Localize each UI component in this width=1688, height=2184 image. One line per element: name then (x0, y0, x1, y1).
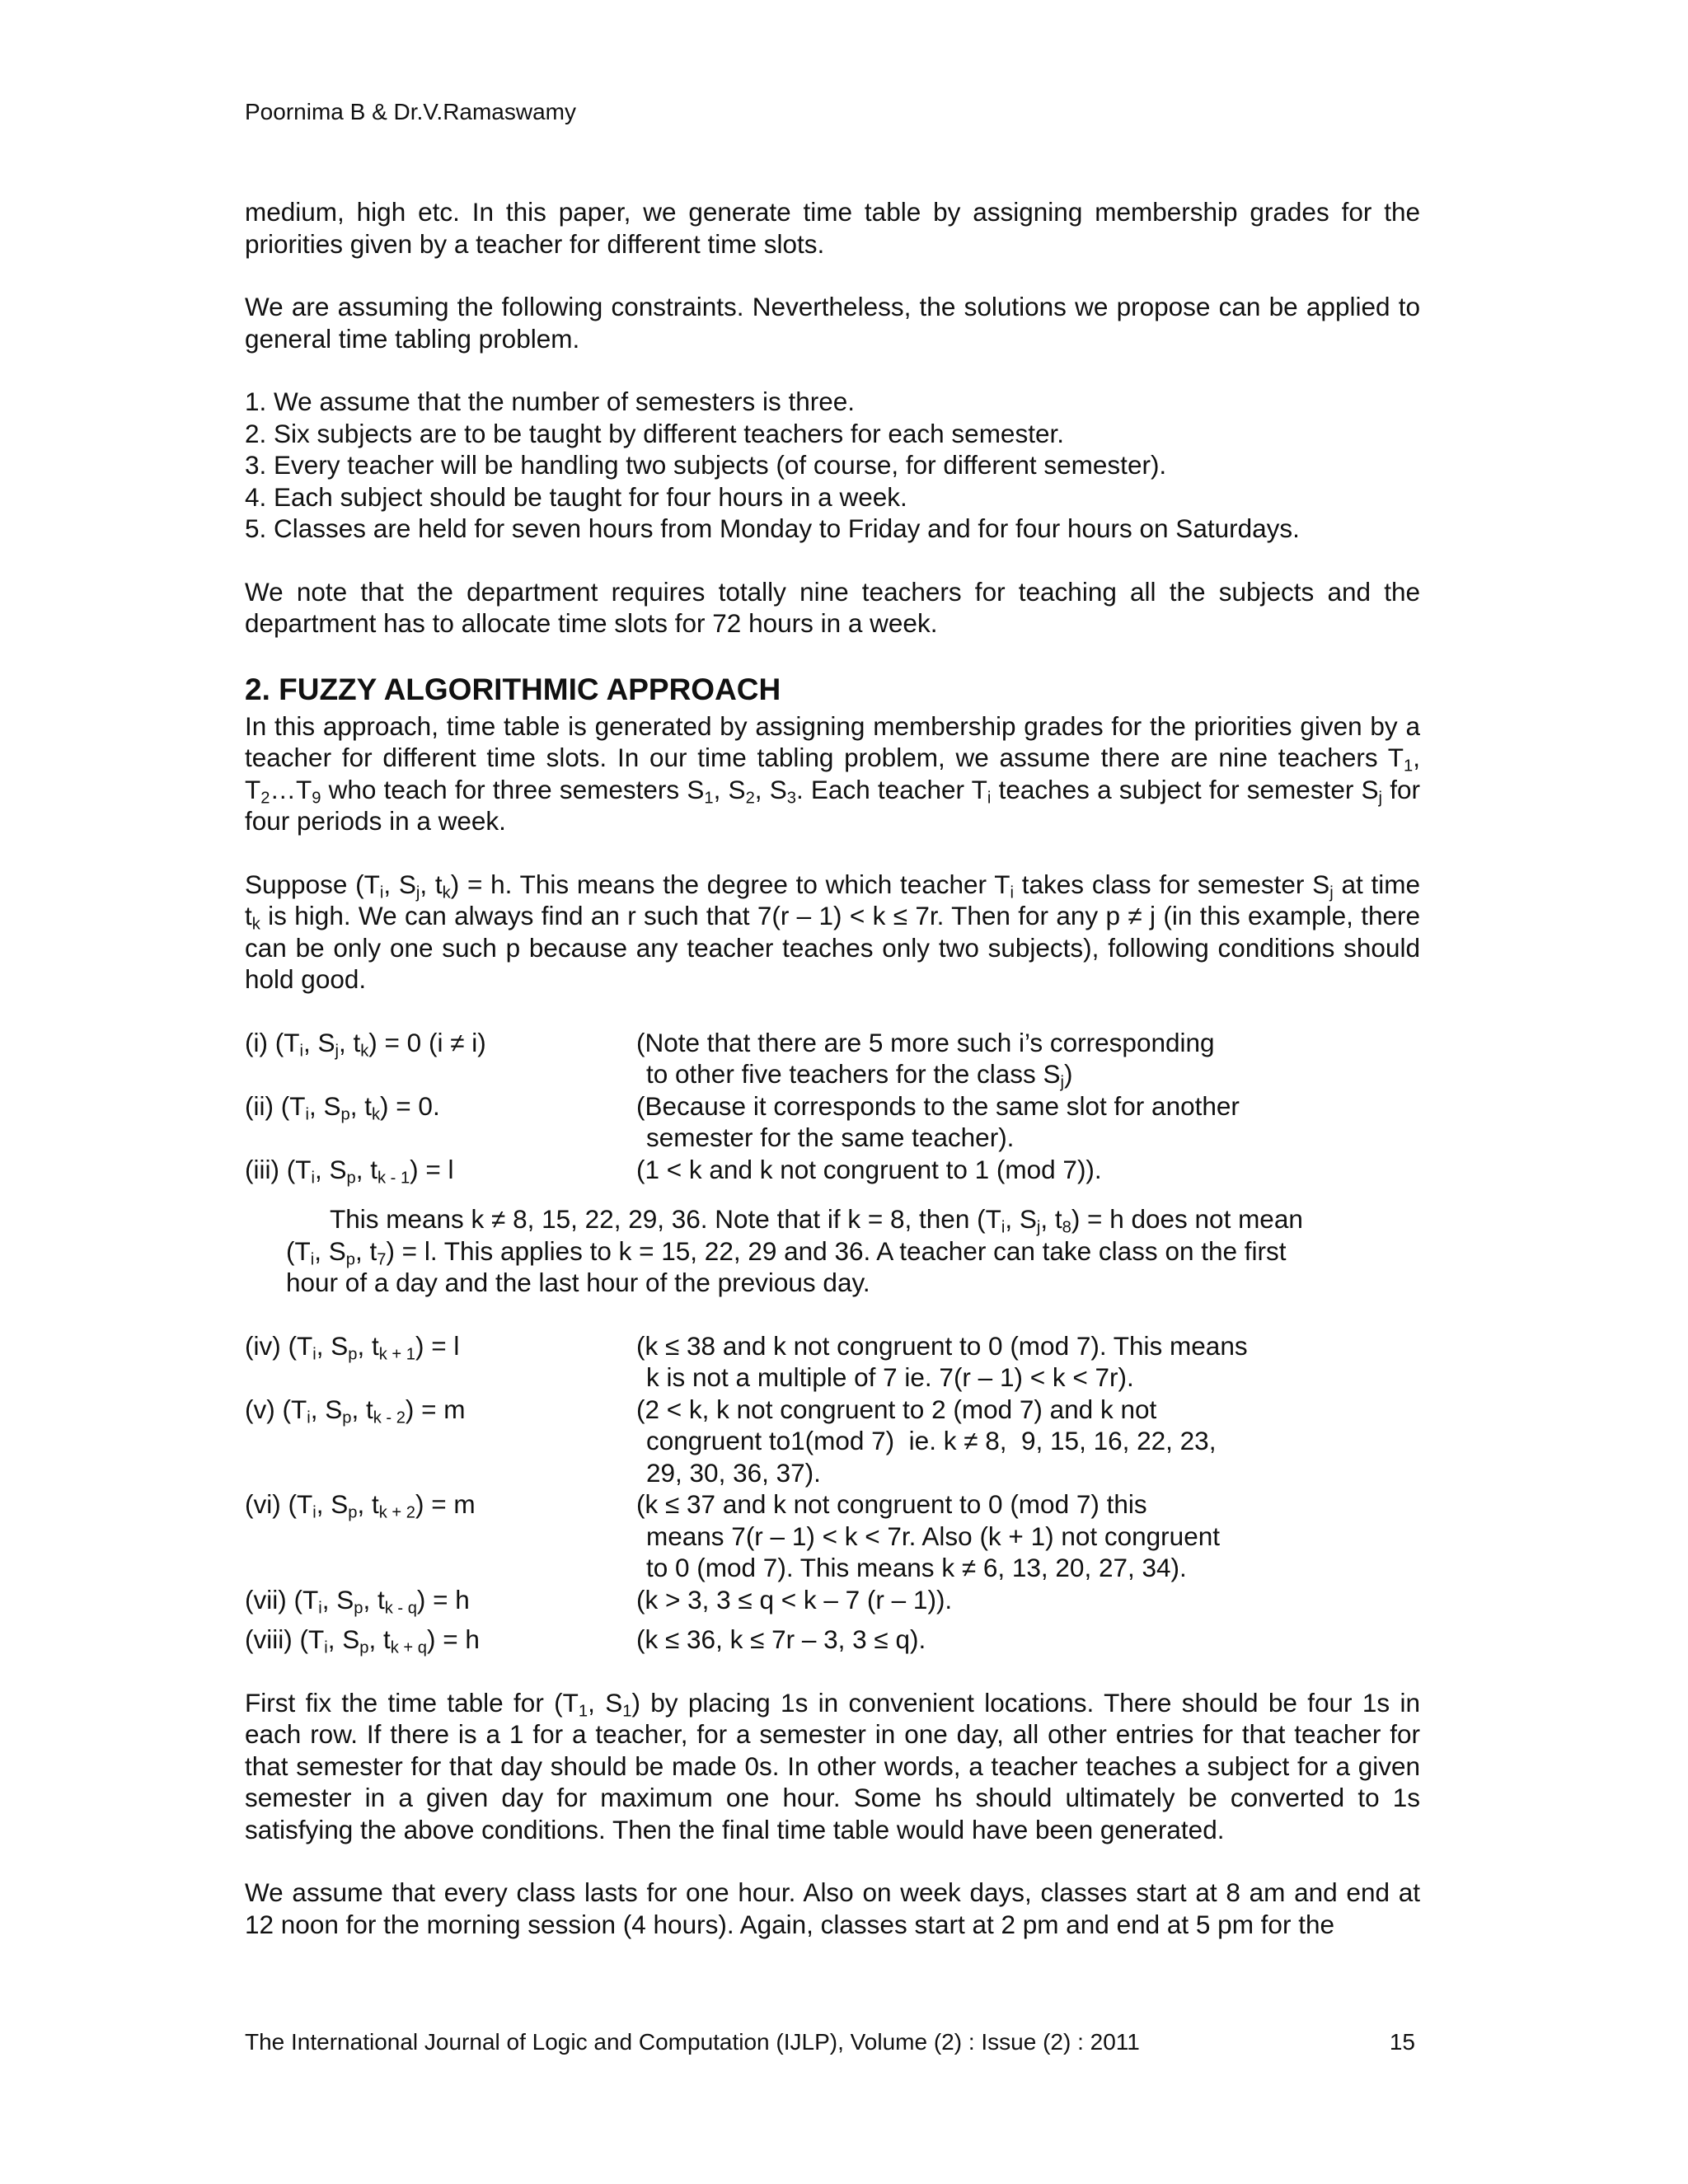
page-body (245, 196, 1420, 1971)
condition-note: (Because it corresponds to the same slot for another semester for the same teacher). (636, 1090, 1240, 1152)
condition-formula: (ii) ($T_i$, $S_p$, $t_k) = 0$. (245, 1090, 440, 1124)
condition-note: (k ≤ 36, k ≤ 7r – 3, 3 ≤ q). (636, 1624, 926, 1654)
condition-row (245, 1394, 1420, 1489)
condition-note: (1 < k and k not congruent to 1 (mod 7)). (636, 1154, 1102, 1184)
constraints-list (245, 386, 1420, 545)
condition-row (245, 1154, 1420, 1186)
condition-note: (2 < k, k not congruent to 2 (mod 7) and k not congruent to1(mod 7) ie. k ≠ 8, 9, 15, 16, 22, 23, 29, 30, 36, 37). (636, 1394, 1217, 1488)
running-header: Poornima B & Dr.V.Ramaswamy (245, 99, 576, 124)
paragraph-intro: medium, high etc. In this paper, we generate time table by assigning membership grades for the priorities given by a teacher for different time slots. (245, 197, 1420, 259)
condition-row (245, 1027, 1420, 1090)
journal-citation: The International Journal of Logic and Computation (IJLP), Volume (2) : Issue (2) : 2011 (245, 2029, 1140, 2055)
condition-formula: (viii) ($T_i$, $S_p$, $t_{k + q}) = h$ (245, 1624, 480, 1657)
condition-note: (k ≤ 37 and k not congruent to 0 (mod 7) this means 7(r – 1) < k < 7r. Also (k + 1) not congruent to 0 (mod 7). This means k ≠ 6, 13, 20, 27, 34). (636, 1489, 1220, 1582)
condition-formula: (iii) ($T_i$, $S_p$, $t_{k - 1}) = l$ (245, 1154, 454, 1188)
page-footer (245, 2027, 1420, 2057)
list-item: 2. Six subjects are to be taught by different teachers for each semester. (245, 418, 1064, 448)
condition-row (245, 1584, 1420, 1616)
condition-explanation: This means k ≠ 8, 15, 22, 29, 36. Note that if k = 8, then ($T_i$, $S_j$, $t_8) = h$ does not mean ($T_i$, $S_p$, $t_7) = l$. This applies to k = 15, 22, 29 and 36. A teacher can take class on the first hour of a day and the last hour of the previous day. (286, 1204, 1303, 1297)
paragraph-class-hours: We assume that every class lasts for one hour. Also on week days, classes start at 8 am and end at 12 noon for the morning session (4 hours). Again, classes start at 2 pm and end at 5 pm for the (245, 1877, 1420, 1939)
list-item: 4. Each subject should be taught for four hours in a week. (245, 481, 907, 512)
list-item: 1. We assume that the number of semesters is three. (245, 387, 856, 416)
condition-note: (Note that there are 5 more such i’s corresponding to other five teachers for the class $S_j$) (636, 1027, 1215, 1092)
condition-formula: (vii) ($T_i$, $S_p$, $t_{k - q}) = h$ (245, 1584, 470, 1618)
conditions-group-2 (245, 1330, 1420, 1656)
conditions-group-1 (245, 1027, 1420, 1186)
condition-row (245, 1488, 1420, 1584)
paragraph-fix-timetable: First fix the time table for ($T_1$, $S_1$) by placing 1s in convenient locations. There should be four 1s in each row. If there is a 1 for a teacher, for a semester in one day, all other entries for that teacher for that semester for that day should be made 0s. In other words, a teacher teaches a subject for a given semester in a given day for maximum one hour. Some hs should ultimately be converted to 1s satisfying the above conditions. Then the final time table would have been generated. (245, 1687, 1420, 1844)
condition-note: (k > 3, 3 ≤ q < k – 7 (r – 1)). (636, 1584, 953, 1615)
condition-row (245, 1624, 1420, 1656)
section-heading: 2. FUZZY ALGORITHMIC APPROACH (245, 672, 781, 706)
condition-formula: (v) ($T_i$, $S_p$, $t_{k - 2}) = m$ (245, 1394, 466, 1427)
list-item: 3. Every teacher will be handling two subjects (of course, for different semester). (245, 450, 1167, 480)
condition-formula: (vi) ($T_i$, $S_p$, $t_{k + 2}) = m$ (245, 1489, 476, 1522)
list-item: 5. Classes are held for seven hours from Monday to Friday and for four hours on Saturdays. (245, 513, 1300, 543)
page-number: 15 (1389, 2029, 1415, 2055)
condition-row (245, 1330, 1420, 1394)
condition-formula: (iv) ($T_i$, $S_p$, $t_{k + 1}) = l$ (245, 1330, 460, 1364)
condition-row (245, 1090, 1420, 1154)
paragraph-department-note: We note that the department requires totally nine teachers for teaching all the subjects and the department has to allocate time slots for 72 hours in a week. (245, 576, 1420, 638)
condition-note: (k ≤ 38 and k not congruent to 0 (mod 7). This means k is not a multiple of 7 ie. 7(r – 1) < k < 7r). (636, 1330, 1248, 1392)
condition-formula: (i) ($T_i$, $S_j$, $t_k) = 0$ (i ≠ i) (245, 1027, 486, 1061)
paragraph-suppose: Suppose ($T_i$, $S_j$, $t_k) = h$. This means the degree to which teacher $T_i$ takes class for semester $S_j$ at time $t_k$ is high. We can always find an r such that 7(r – 1) < k ≤ 7r. Then for any p ≠ j (in this example, there can be only one such p because any teacher teaches only two subjects), following conditions should hold good. (245, 869, 1421, 994)
paragraph-constraints-intro: We are assuming the following constraints. Nevertheless, the solutions we propose can be applied to general time tabling problem. (245, 292, 1420, 354)
paragraph-approach: In this approach, time table is generated by assigning membership grades for the priorities given by a teacher for different time slots. In our time tabling problem, we assume there are nine teachers $T_1$, $T_2\dots T_9$ who teach for three semesters $S_1$, $S_2$, $S_3$. Each teacher $T_i$ teaches a subject for semester $S_j$ for four periods in a week. (245, 710, 1420, 836)
